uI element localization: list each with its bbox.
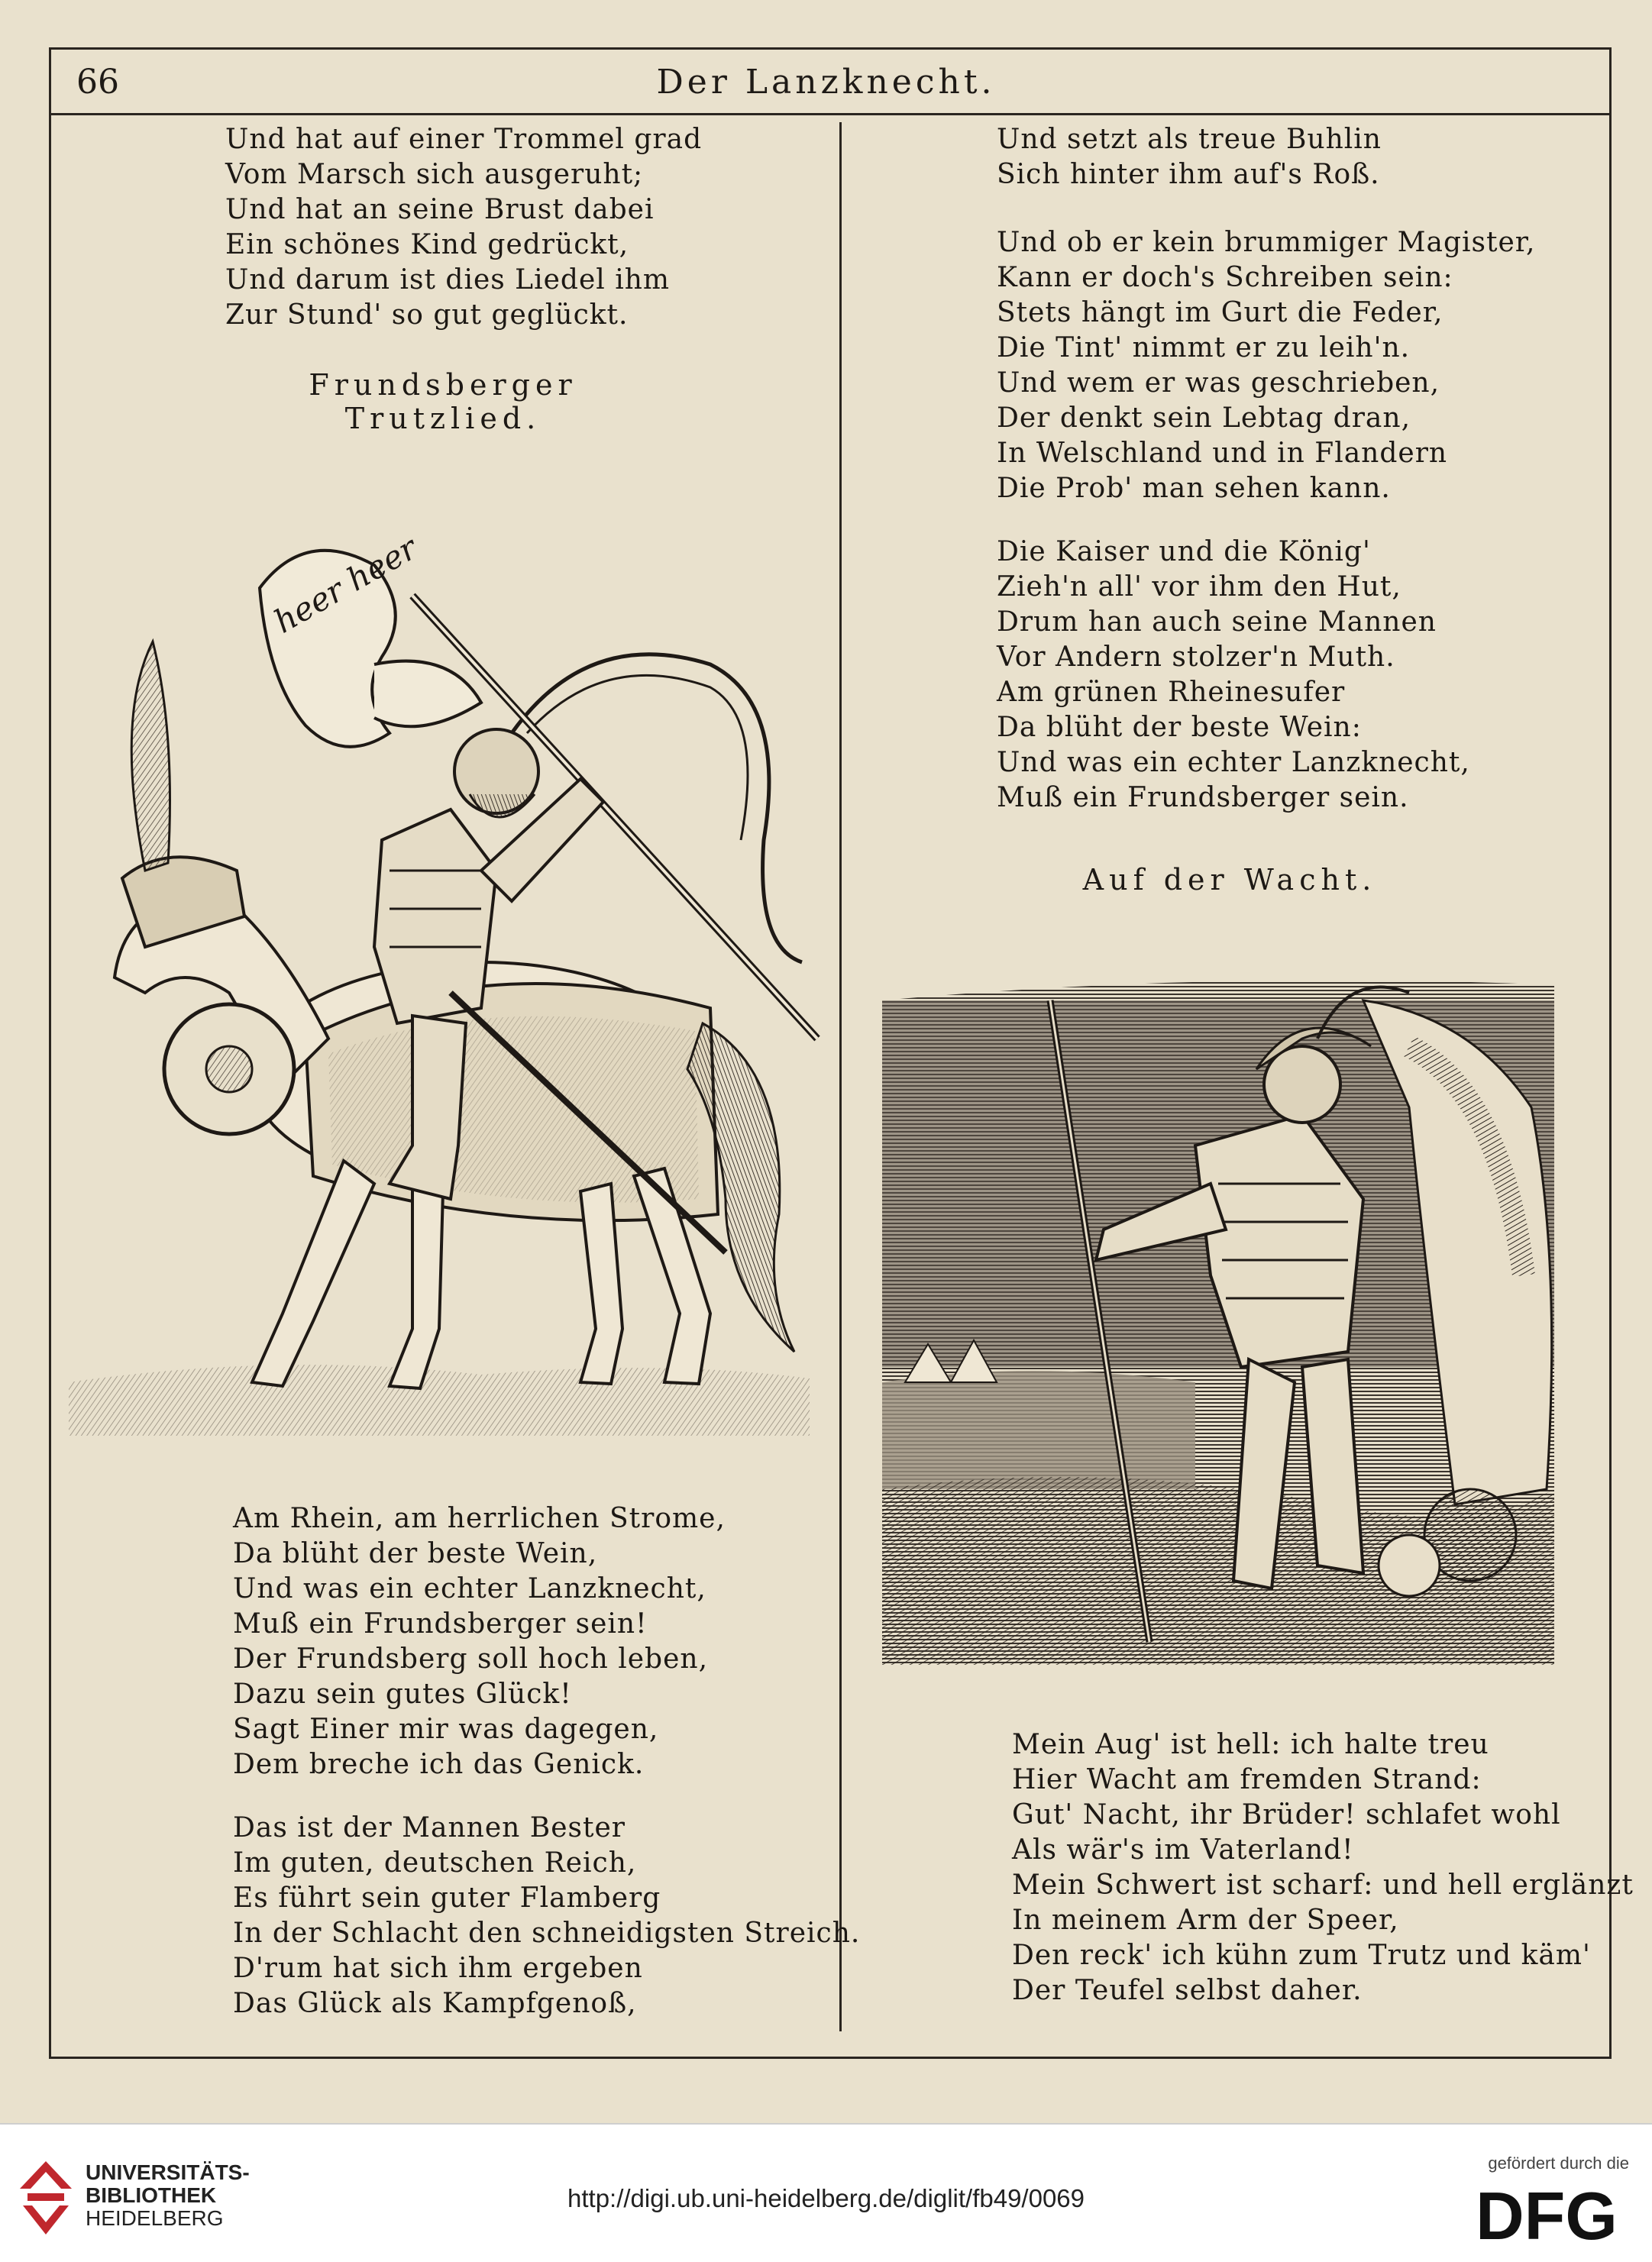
dfg-logo-icon: [1463, 2180, 1631, 2250]
verse-line: Stets hängt im Gurt die Feder,: [997, 297, 1443, 328]
library-name-line-2: BIBLIOTHEK: [86, 2183, 217, 2207]
verse-line: Und ob er kein brummiger Magister,: [997, 227, 1536, 258]
poem-heading: Auf der Wacht.: [1082, 863, 1377, 897]
knight-banner-text: heer heer: [267, 528, 424, 641]
verse-line: Dem breche ich das Genick.: [233, 1749, 645, 1780]
verse-line: Den reck' ich kühn zum Trutz und käm': [1012, 1940, 1591, 1971]
funder-caption: gefördert durch die: [1488, 2154, 1629, 2173]
song-stanza-1: [233, 1501, 726, 1782]
verse-line: Und was ein echter Lanzknecht,: [997, 747, 1470, 778]
knight-on-horse-illustration: [53, 412, 829, 1482]
verse-line: Sagt Einer mir was dagegen,: [233, 1714, 659, 1745]
running-title: Der Lanzknecht.: [656, 63, 996, 102]
header-rule: [49, 113, 1612, 115]
verse-line: In der Schlacht den schneidigsten Streich.: [233, 1918, 861, 1949]
verse-line: Der denkt sein Lebtag dran,: [997, 402, 1411, 434]
verse-line: Vom Marsch sich ausgeruht;: [225, 159, 644, 190]
verse-line: Da blüht der beste Wein,: [233, 1538, 598, 1569]
verse-line: Und was ein echter Lanzknecht,: [233, 1573, 706, 1604]
verse-line: Im guten, deutschen Reich,: [233, 1847, 637, 1879]
verse-line: Der Teufel selbst daher.: [1012, 1975, 1363, 2006]
verse-line: Da blüht der beste Wein:: [997, 712, 1362, 743]
verse-line: Zur Stund' so gut geglückt.: [225, 299, 629, 331]
page-number: 66: [76, 63, 119, 102]
sentry-illustration: [874, 955, 1562, 1672]
right-stanza-3: [997, 535, 1470, 816]
verse-line: Die Prob' man sehen kann.: [997, 473, 1391, 504]
verse-line: Und setzt als treue Buhlin: [997, 124, 1382, 155]
verse-line: Zieh'n all' vor ihm den Hut,: [997, 571, 1401, 603]
verse-line: Und darum ist dies Liedel ihm: [225, 264, 671, 296]
verse-line: Das ist der Mannen Bester: [233, 1812, 626, 1844]
song-stanza-2: [233, 1811, 860, 2021]
svg-text:DFG: DFG: [1476, 2180, 1618, 2250]
verse-line: Und wem er was geschrieben,: [997, 367, 1440, 399]
poem-stanza: [1012, 1727, 1634, 2008]
library-name-line-3: HEIDELBERG: [86, 2206, 224, 2230]
song-heading: Frundsberger Trutzlied.: [309, 368, 577, 435]
verse-line: Es führt sein guter Flamberg: [233, 1882, 661, 1914]
verse-line: Mein Aug' ist hell: ich halte treu: [1012, 1729, 1489, 1760]
verse-line: In Welschland und in Flandern: [997, 438, 1448, 469]
verse-line: Muß ein Frundsberger sein!: [233, 1608, 648, 1640]
verse-line: D'rum hat sich ihm ergeben: [233, 1953, 643, 1984]
verse-line: Das Glück als Kampfgenoß,: [233, 1988, 637, 2019]
verse-line: Die Tint' nimmt er zu leih'n.: [997, 332, 1411, 364]
verse-line: Drum han auch seine Mannen: [997, 606, 1437, 638]
permalink-url[interactable]: http://digi.ub.uni-heidelberg.de/diglit/fb49/0069: [567, 2184, 1085, 2212]
verse-line: Als wär's im Vaterland!: [1012, 1834, 1354, 1866]
verse-line: Sich hinter ihm auf's Roß.: [997, 159, 1380, 190]
verse-line: Mein Schwert ist scharf: und hell erglänzt: [1012, 1869, 1634, 1901]
right-stanza-2: [997, 225, 1535, 506]
digitization-footer: [0, 2123, 1652, 2262]
intro-stanza: [225, 122, 702, 333]
verse-line: In meinem Arm der Speer,: [1012, 1905, 1399, 1936]
verse-line: Dazu sein gutes Glück!: [233, 1679, 572, 1710]
verse-line: Der Frundsberg soll hoch leben,: [233, 1643, 709, 1675]
right-stanza-1: [997, 122, 1382, 192]
verse-line: Ein schönes Kind gedrückt,: [225, 229, 629, 260]
verse-line: Und hat auf einer Trommel grad: [225, 124, 703, 155]
verse-line: Am grünen Rheinesufer: [997, 677, 1346, 708]
verse-line: Hier Wacht am fremden Strand:: [1012, 1764, 1482, 1795]
verse-line: Und hat an seine Brust dabei: [225, 194, 655, 225]
column-divider: [839, 122, 842, 2031]
verse-line: Die Kaiser und die König': [997, 536, 1371, 567]
verse-line: Vor Andern stolzer'n Muth.: [997, 641, 1395, 673]
verse-line: Am Rhein, am herrlichen Strome,: [233, 1503, 726, 1534]
library-name-line-1: UNIVERSITÄTS-: [86, 2160, 250, 2184]
verse-line: Kann er doch's Schreiben sein:: [997, 262, 1453, 293]
verse-line: Gut' Nacht, ihr Brüder! schlafet wohl: [1012, 1799, 1561, 1831]
verse-line: Muß ein Frundsberger sein.: [997, 782, 1409, 813]
